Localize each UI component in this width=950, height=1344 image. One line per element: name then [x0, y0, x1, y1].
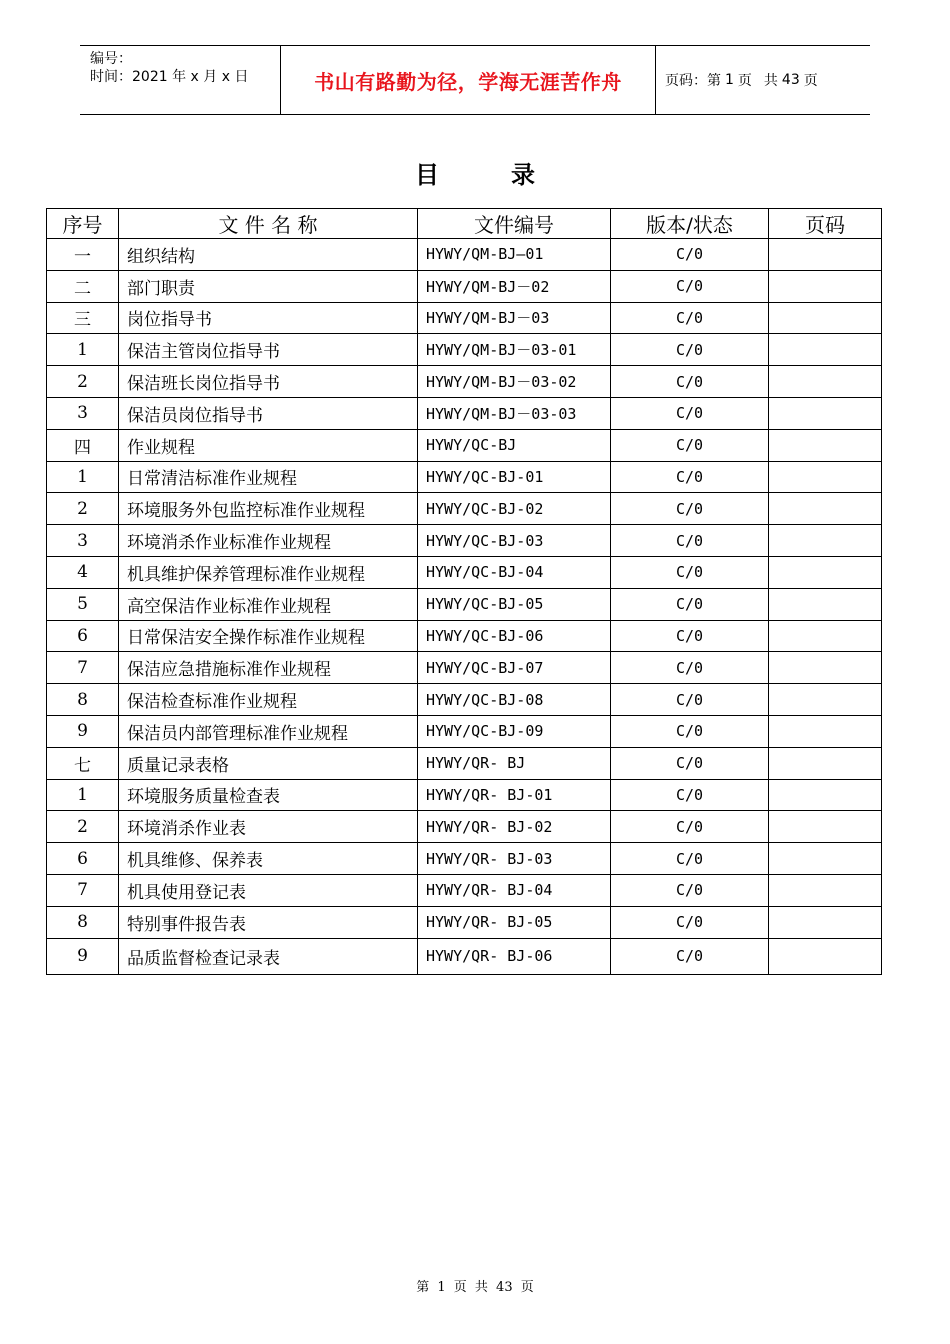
row-no: 1 [47, 779, 119, 811]
row-code: HYWY/QM-BJ－03-01 [418, 334, 611, 366]
row-page [769, 843, 882, 875]
table-row [47, 906, 882, 938]
header-version: 版本/状态 [611, 209, 769, 239]
header-name: 文 件 名 称 [119, 209, 418, 239]
row-code: HYWY/QM-BJ－03-02 [418, 366, 611, 398]
header-no: 序号 [47, 209, 119, 239]
table-row [47, 620, 882, 652]
row-code: HYWY/QC-BJ-09 [418, 715, 611, 747]
row-page [769, 366, 882, 398]
row-name: 组织结构 [119, 239, 418, 271]
row-no: 5 [47, 588, 119, 620]
table-row [47, 715, 882, 747]
row-version: C/0 [611, 493, 769, 525]
row-name: 保洁班长岗位指导书 [119, 366, 418, 398]
row-page [769, 493, 882, 525]
row-name: 环境服务外包监控标准作业规程 [119, 493, 418, 525]
row-name: 机具维修、保养表 [119, 843, 418, 875]
row-version: C/0 [611, 779, 769, 811]
row-code: HYWY/QR- BJ-04 [418, 874, 611, 906]
title-part-1: 目 [415, 160, 439, 189]
row-name: 日常保洁安全操作标准作业规程 [119, 620, 418, 652]
table-row [47, 366, 882, 398]
document-number-label: 编号： [90, 51, 132, 67]
row-version: C/0 [611, 906, 769, 938]
row-version: C/0 [611, 302, 769, 334]
header-meta [80, 46, 281, 114]
row-page [769, 429, 882, 461]
table-row [47, 270, 882, 302]
row-name: 日常清洁标准作业规程 [119, 461, 418, 493]
row-page [769, 334, 882, 366]
toc-header-row [47, 209, 882, 239]
row-code: HYWY/QC-BJ-07 [418, 652, 611, 684]
row-code: HYWY/QR- BJ-03 [418, 843, 611, 875]
row-version: C/0 [611, 525, 769, 557]
row-code: HYWY/QR- BJ-02 [418, 811, 611, 843]
row-code: HYWY/QC-BJ-06 [418, 620, 611, 652]
row-code: HYWY/QC-BJ-03 [418, 525, 611, 557]
table-row [47, 397, 882, 429]
table-row [47, 874, 882, 906]
row-version: C/0 [611, 684, 769, 716]
page-title [0, 155, 950, 190]
row-code: HYWY/QM-BJ－02 [418, 270, 611, 302]
document-date-label: 时间：2021 年 x 月 x 日 [90, 69, 249, 85]
row-name: 高空保洁作业标准作业规程 [119, 588, 418, 620]
row-code: HYWY/QC-BJ-01 [418, 461, 611, 493]
row-page [769, 270, 882, 302]
row-no: 2 [47, 366, 119, 398]
table-row [47, 747, 882, 779]
row-page [769, 525, 882, 557]
row-page [769, 779, 882, 811]
table-row [47, 779, 882, 811]
page-suffix: 页 [803, 73, 818, 89]
table-row [47, 461, 882, 493]
row-name: 机具使用登记表 [119, 874, 418, 906]
table-row [47, 652, 882, 684]
row-page [769, 239, 882, 271]
page-total-prefix: 共 [763, 73, 778, 89]
page-footer: 第 1 页 共 43 页 [416, 1280, 534, 1295]
row-code: HYWY/QM-BJ－03 [418, 302, 611, 334]
row-no: 七 [47, 747, 119, 779]
row-version: C/0 [611, 811, 769, 843]
row-version: C/0 [611, 588, 769, 620]
row-no: 四 [47, 429, 119, 461]
page-prefix: 页码：第 [665, 73, 721, 89]
row-no: 3 [47, 397, 119, 429]
row-name: 机具维护保养管理标准作业规程 [119, 556, 418, 588]
row-code: HYWY/QC-BJ-08 [418, 684, 611, 716]
row-code: HYWY/QC-BJ-04 [418, 556, 611, 588]
row-no: 三 [47, 302, 119, 334]
row-code: HYWY/QR- BJ-01 [418, 779, 611, 811]
row-code: HYWY/QC-BJ [418, 429, 611, 461]
row-version: C/0 [611, 239, 769, 271]
table-row [47, 811, 882, 843]
row-no: 二 [47, 270, 119, 302]
row-name: 环境消杀作业表 [119, 811, 418, 843]
toc-body [47, 239, 882, 975]
row-version: C/0 [611, 429, 769, 461]
page-current: 1 [725, 72, 734, 88]
table-row [47, 493, 882, 525]
row-page [769, 747, 882, 779]
row-name: 保洁应急措施标准作业规程 [119, 652, 418, 684]
row-page [769, 652, 882, 684]
row-version: C/0 [611, 620, 769, 652]
row-version: C/0 [611, 270, 769, 302]
row-name: 特别事件报告表 [119, 906, 418, 938]
table-row [47, 525, 882, 557]
row-page [769, 684, 882, 716]
row-no: 1 [47, 461, 119, 493]
row-code: HYWY/QM-BJ－03-03 [418, 397, 611, 429]
row-code: HYWY/QR- BJ [418, 747, 611, 779]
row-no: 9 [47, 938, 119, 974]
row-no: 6 [47, 843, 119, 875]
row-name: 保洁员岗位指导书 [119, 397, 418, 429]
row-version: C/0 [611, 874, 769, 906]
page-header [80, 45, 870, 115]
row-page [769, 620, 882, 652]
row-code: HYWY/QC-BJ-02 [418, 493, 611, 525]
row-name: 质量记录表格 [119, 747, 418, 779]
toc-table [46, 208, 882, 975]
row-page [769, 938, 882, 974]
row-version: C/0 [611, 843, 769, 875]
row-version: C/0 [611, 652, 769, 684]
header-motto: 书山有路勤为径，学海无涯苦作舟 [281, 46, 656, 114]
row-no: 7 [47, 652, 119, 684]
table-row [47, 334, 882, 366]
title-part-2: 录 [511, 160, 535, 189]
row-name: 保洁检查标准作业规程 [119, 684, 418, 716]
row-no: 8 [47, 906, 119, 938]
row-no: 2 [47, 811, 119, 843]
row-name: 保洁主管岗位指导书 [119, 334, 418, 366]
row-no: 3 [47, 525, 119, 557]
page-mid: 页 [737, 73, 752, 89]
row-name: 环境消杀作业标准作业规程 [119, 525, 418, 557]
row-no: 6 [47, 620, 119, 652]
row-name: 保洁员内部管理标准作业规程 [119, 715, 418, 747]
row-page [769, 397, 882, 429]
row-version: C/0 [611, 747, 769, 779]
row-no: 7 [47, 874, 119, 906]
row-no: 8 [47, 684, 119, 716]
row-version: C/0 [611, 715, 769, 747]
row-name: 部门职责 [119, 270, 418, 302]
page-total: 43 [781, 72, 800, 88]
row-no: 1 [47, 334, 119, 366]
row-name: 岗位指导书 [119, 302, 418, 334]
table-row [47, 588, 882, 620]
row-no: 4 [47, 556, 119, 588]
row-code: HYWY/QM-BJ—01 [418, 239, 611, 271]
header-page-info [656, 46, 870, 114]
row-version: C/0 [611, 556, 769, 588]
row-code: HYWY/QR- BJ-05 [418, 906, 611, 938]
row-page [769, 874, 882, 906]
row-name: 环境服务质量检查表 [119, 779, 418, 811]
header-code: 文件编号 [418, 209, 611, 239]
table-row [47, 239, 882, 271]
table-row [47, 302, 882, 334]
row-version: C/0 [611, 397, 769, 429]
row-name: 品质监督检查记录表 [119, 938, 418, 974]
row-version: C/0 [611, 461, 769, 493]
row-no: 9 [47, 715, 119, 747]
row-page [769, 906, 882, 938]
row-name: 作业规程 [119, 429, 418, 461]
row-page [769, 556, 882, 588]
row-version: C/0 [611, 366, 769, 398]
row-page [769, 715, 882, 747]
header-page: 页码 [769, 209, 882, 239]
row-version: C/0 [611, 938, 769, 974]
row-code: HYWY/QR- BJ-06 [418, 938, 611, 974]
table-row [47, 684, 882, 716]
table-row [47, 556, 882, 588]
row-page [769, 461, 882, 493]
row-version: C/0 [611, 334, 769, 366]
row-code: HYWY/QC-BJ-05 [418, 588, 611, 620]
row-page [769, 811, 882, 843]
row-no: 一 [47, 239, 119, 271]
row-page [769, 588, 882, 620]
row-page [769, 302, 882, 334]
table-row [47, 843, 882, 875]
row-no: 2 [47, 493, 119, 525]
table-row [47, 938, 882, 974]
table-row [47, 429, 882, 461]
